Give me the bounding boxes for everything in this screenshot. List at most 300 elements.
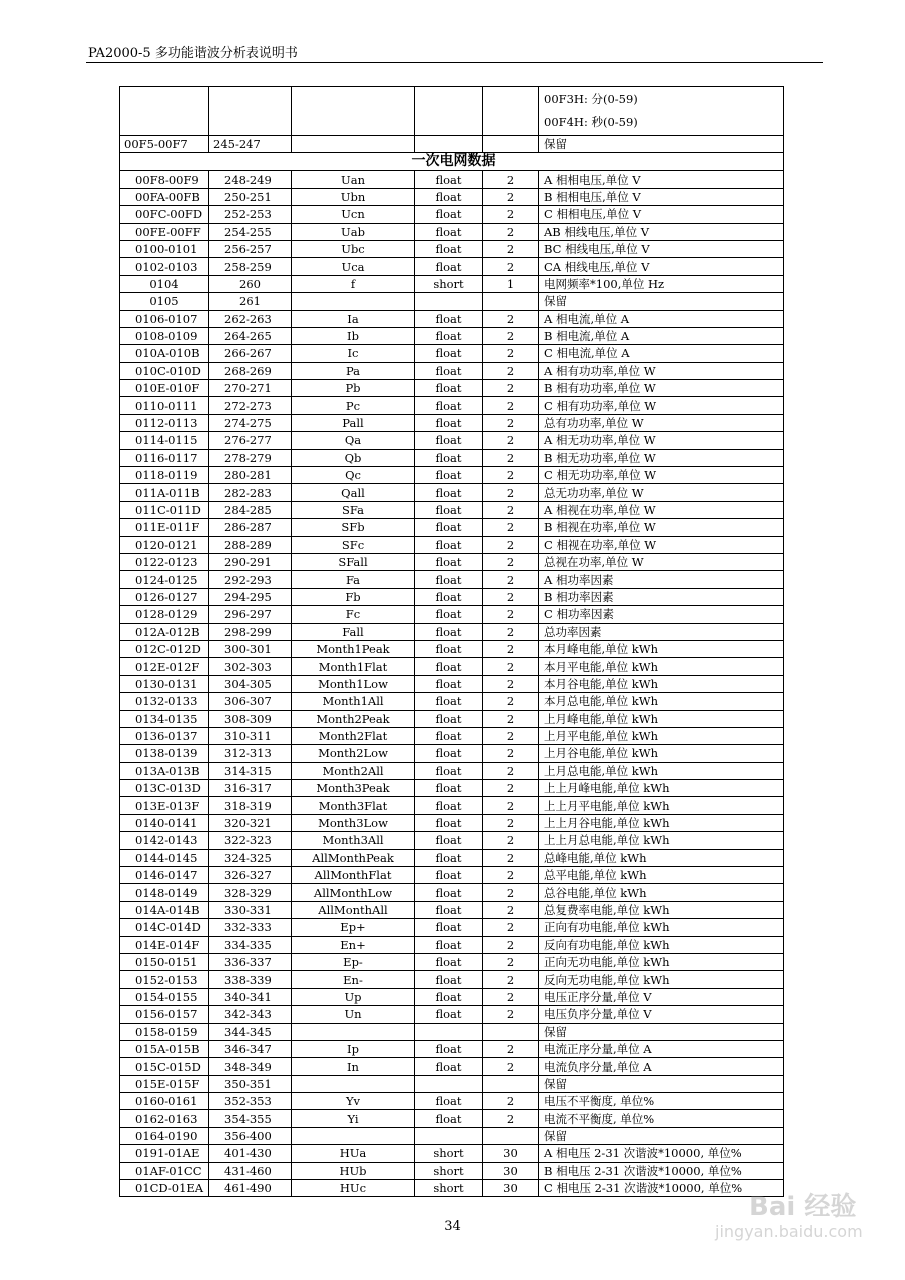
cell-length: 2 (483, 414, 539, 431)
table-row (120, 675, 784, 692)
cell-type (415, 293, 483, 310)
table-row (120, 345, 784, 362)
cell-length (483, 1023, 539, 1040)
table-row (120, 293, 784, 310)
cell-address: 0162-0163 (120, 1110, 209, 1127)
cell-name: Pall (292, 414, 415, 431)
cell-description: 保留 (539, 1075, 784, 1092)
cell-description: 反向无功电能,单位 kWh (539, 971, 784, 988)
document-header-title: PA2000-5 多功能谐波分析表说明书 (88, 46, 298, 61)
cell-decimal: 280-281 (209, 467, 292, 484)
cell-description: 电流不平衡度, 单位% (539, 1110, 784, 1127)
register-table (119, 86, 784, 1197)
cell-decimal: 258-259 (209, 258, 292, 275)
cell-address: 0154-0155 (120, 988, 209, 1005)
cell-address: 011C-011D (120, 501, 209, 518)
cell-address: 0105 (120, 293, 209, 310)
table-row (120, 536, 784, 553)
cell-decimal: 322-323 (209, 832, 292, 849)
cell-decimal: 350-351 (209, 1075, 292, 1092)
cell-decimal: 282-283 (209, 484, 292, 501)
cell-decimal: 260 (209, 275, 292, 292)
cell-decimal: 336-337 (209, 953, 292, 970)
cell-description: 保留 (539, 1023, 784, 1040)
table-row (120, 588, 784, 605)
cell-length: 2 (483, 832, 539, 849)
cell-name: Qa (292, 432, 415, 449)
cell-name: Month2Flat (292, 727, 415, 744)
cell-length: 1 (483, 275, 539, 292)
cell-address: 0120-0121 (120, 536, 209, 553)
cell-length: 2 (483, 971, 539, 988)
cell-type: float (415, 901, 483, 918)
table-row (120, 867, 784, 884)
table-row (120, 1110, 784, 1127)
cell-name: Month3Flat (292, 797, 415, 814)
cell-name: AllMonthFlat (292, 867, 415, 884)
table-row (120, 188, 784, 205)
cell-type: float (415, 745, 483, 762)
table-row (120, 432, 784, 449)
cell-name: Uca (292, 258, 415, 275)
cell-decimal: 330-331 (209, 901, 292, 918)
cell-type: float (415, 849, 483, 866)
cell-address: 0124-0125 (120, 571, 209, 588)
cell-name: AllMonthPeak (292, 849, 415, 866)
cell-decimal: 320-321 (209, 814, 292, 831)
watermark-url: jingyan.baidu.com (715, 1222, 863, 1241)
table-row (120, 519, 784, 536)
cell-address: 0156-0157 (120, 1006, 209, 1023)
cell-decimal: 324-325 (209, 849, 292, 866)
cell-address: 0112-0113 (120, 414, 209, 431)
cell-description: 反向有功电能,单位 kWh (539, 936, 784, 953)
cell-length: 2 (483, 780, 539, 797)
cell-type: float (415, 936, 483, 953)
cell-empty (292, 87, 415, 136)
cell-type: float (415, 553, 483, 570)
cell-description: A 相有功功率,单位 W (539, 362, 784, 379)
cell-type: float (415, 658, 483, 675)
cell-name (292, 1075, 415, 1092)
cell-empty (415, 136, 483, 153)
cell-type: float (415, 971, 483, 988)
cell-length: 2 (483, 380, 539, 397)
cell-name: HUb (292, 1162, 415, 1179)
cell-name: Month2All (292, 762, 415, 779)
cell-description: 上上月峰电能,单位 kWh (539, 780, 784, 797)
cell-name: Ucn (292, 206, 415, 223)
cell-description: 总视在功率,单位 W (539, 553, 784, 570)
cell-address: 0142-0143 (120, 832, 209, 849)
cell-decimal: 326-327 (209, 867, 292, 884)
section-title: 一次电网数据 (120, 153, 784, 171)
cell-type: float (415, 814, 483, 831)
cell-type: float (415, 988, 483, 1005)
table-row (120, 380, 784, 397)
cell-name: Month3Peak (292, 780, 415, 797)
cell-description: 电压负序分量,单位 V (539, 1006, 784, 1023)
cell-address: 0110-0111 (120, 397, 209, 414)
cell-name: Month1Flat (292, 658, 415, 675)
cell-type: float (415, 501, 483, 518)
cell-type: float (415, 536, 483, 553)
cell-address: 0102-0103 (120, 258, 209, 275)
table-row (120, 1023, 784, 1040)
cell-length: 2 (483, 901, 539, 918)
cell-name: Up (292, 988, 415, 1005)
table-row (120, 467, 784, 484)
table-row (120, 710, 784, 727)
cell-length: 2 (483, 814, 539, 831)
table-row-top-note (120, 87, 784, 136)
cell-type: float (415, 380, 483, 397)
cell-address: 0148-0149 (120, 884, 209, 901)
cell-length: 2 (483, 188, 539, 205)
cell-description: A 相电压 2-31 次谐波*10000, 单位% (539, 1145, 784, 1162)
cell-address: 0134-0135 (120, 710, 209, 727)
cell-name: Ib (292, 327, 415, 344)
cell-type: float (415, 414, 483, 431)
cell-address: 0138-0139 (120, 745, 209, 762)
cell-description: 上月谷电能,单位 kWh (539, 745, 784, 762)
cell-description: CA 相线电压,单位 V (539, 258, 784, 275)
cell-decimal: 314-315 (209, 762, 292, 779)
cell-length: 2 (483, 797, 539, 814)
table-row (120, 258, 784, 275)
cell-name: AllMonthAll (292, 901, 415, 918)
cell-length: 2 (483, 467, 539, 484)
cell-name: Yv (292, 1093, 415, 1110)
cell-decimal: 278-279 (209, 449, 292, 466)
cell-address: 0100-0101 (120, 240, 209, 257)
cell-length: 2 (483, 171, 539, 188)
cell-name: Month1Peak (292, 640, 415, 657)
cell-decimal: 352-353 (209, 1093, 292, 1110)
cell-address: 0130-0131 (120, 675, 209, 692)
cell-name: Month1All (292, 693, 415, 710)
cell-length: 2 (483, 449, 539, 466)
cell-description: B 相无功功率,单位 W (539, 449, 784, 466)
cell-address: 014E-014F (120, 936, 209, 953)
cell-address: 0136-0137 (120, 727, 209, 744)
cell-name: f (292, 275, 415, 292)
cell-decimal: 342-343 (209, 1006, 292, 1023)
cell-name: Month3All (292, 832, 415, 849)
cell-name: Un (292, 1006, 415, 1023)
cell-length: 2 (483, 553, 539, 570)
cell-decimal: 316-317 (209, 780, 292, 797)
cell-address: 0160-0161 (120, 1093, 209, 1110)
table-row (120, 1040, 784, 1057)
cell-description: 上月峰电能,单位 kWh (539, 710, 784, 727)
table-row (120, 988, 784, 1005)
cell-length: 2 (483, 745, 539, 762)
cell-address: 011A-011B (120, 484, 209, 501)
cell-description: 总谷电能,单位 kWh (539, 884, 784, 901)
cell-length: 2 (483, 884, 539, 901)
cell-type: float (415, 467, 483, 484)
cell-address: 0158-0159 (120, 1023, 209, 1040)
cell-decimal: 328-329 (209, 884, 292, 901)
cell-name: Ubn (292, 188, 415, 205)
cell-description: 电流负序分量,单位 A (539, 1058, 784, 1075)
cell-type (415, 1127, 483, 1144)
cell-description: B 相功率因素 (539, 588, 784, 605)
cell-type: float (415, 362, 483, 379)
cell-type: float (415, 1058, 483, 1075)
cell-description: 上上月平电能,单位 kWh (539, 797, 784, 814)
cell-decimal: 308-309 (209, 710, 292, 727)
cell-decimal: 276-277 (209, 432, 292, 449)
cell-name: Ep- (292, 953, 415, 970)
table-row (120, 1145, 784, 1162)
cell-type: float (415, 171, 483, 188)
cell-address: 00FE-00FF (120, 223, 209, 240)
cell-decimal: 284-285 (209, 501, 292, 518)
cell-type: float (415, 832, 483, 849)
note-line-minute: 00F3H: 分(0-59) (544, 92, 638, 106)
cell-description: 上月总电能,单位 kWh (539, 762, 784, 779)
cell-description: 本月谷电能,单位 kWh (539, 675, 784, 692)
cell-name: Ip (292, 1040, 415, 1057)
cell-type: float (415, 484, 483, 501)
cell-address: 013A-013B (120, 762, 209, 779)
cell-length: 2 (483, 484, 539, 501)
cell-decimal: 296-297 (209, 606, 292, 623)
cell-decimal: 290-291 (209, 553, 292, 570)
cell-name: Month2Low (292, 745, 415, 762)
cell-empty (483, 87, 539, 136)
cell-type: float (415, 397, 483, 414)
cell-decimal: 254-255 (209, 223, 292, 240)
cell-name: Ic (292, 345, 415, 362)
table-row (120, 1006, 784, 1023)
cell-address: 013C-013D (120, 780, 209, 797)
cell-address: 014A-014B (120, 901, 209, 918)
cell-type: float (415, 919, 483, 936)
cell-description: BC 相线电压,单位 V (539, 240, 784, 257)
cell-length: 30 (483, 1180, 539, 1197)
cell-address: 0126-0127 (120, 588, 209, 605)
cell-decimal: 272-273 (209, 397, 292, 414)
cell-description: A 相功率因素 (539, 571, 784, 588)
table-row (120, 727, 784, 744)
cell-length: 30 (483, 1145, 539, 1162)
cell-description: 总无功功率,单位 W (539, 484, 784, 501)
baidu-jingyan-watermark (709, 1186, 879, 1250)
cell-address: 0132-0133 (120, 693, 209, 710)
cell-decimal: 356-400 (209, 1127, 292, 1144)
cell-address: 0122-0123 (120, 553, 209, 570)
cell-address: 013E-013F (120, 797, 209, 814)
cell-description: 电流正序分量,单位 A (539, 1040, 784, 1057)
cell-length: 2 (483, 710, 539, 727)
cell-description: 总平电能,单位 kWh (539, 867, 784, 884)
cell-length: 30 (483, 1162, 539, 1179)
cell-description: A 相视在功率,单位 W (539, 501, 784, 518)
cell-name: Month1Low (292, 675, 415, 692)
table-row (120, 501, 784, 518)
cell-name: Pb (292, 380, 415, 397)
table-row (120, 884, 784, 901)
cell-name: Fall (292, 623, 415, 640)
cell-name: Qall (292, 484, 415, 501)
cell-decimal: 270-271 (209, 380, 292, 397)
cell-description: A 相电流,单位 A (539, 310, 784, 327)
cell-decimal: 348-349 (209, 1058, 292, 1075)
cell-type: float (415, 588, 483, 605)
cell-decimal: 288-289 (209, 536, 292, 553)
cell-length: 2 (483, 953, 539, 970)
cell-length: 2 (483, 849, 539, 866)
cell-name: SFb (292, 519, 415, 536)
note-line-second: 00F4H: 秒(0-59) (544, 115, 638, 129)
table-row (120, 919, 784, 936)
cell-length: 2 (483, 206, 539, 223)
cell-name (292, 293, 415, 310)
cell-name: Fb (292, 588, 415, 605)
cell-description: A 相相电压,单位 V (539, 171, 784, 188)
cell-length: 2 (483, 1110, 539, 1127)
cell-type: float (415, 432, 483, 449)
cell-description: A 相无功功率,单位 W (539, 432, 784, 449)
table-row (120, 640, 784, 657)
cell-description: AB 相线电压,单位 V (539, 223, 784, 240)
cell-empty (292, 136, 415, 153)
cell-empty (120, 87, 209, 136)
cell-description: C 相相电压,单位 V (539, 206, 784, 223)
table-row-reserved (120, 136, 784, 153)
cell-type: float (415, 345, 483, 362)
cell-type: float (415, 780, 483, 797)
cell-name: En+ (292, 936, 415, 953)
cell-length: 2 (483, 223, 539, 240)
cell-decimal: 252-253 (209, 206, 292, 223)
cell-address: 010A-010B (120, 345, 209, 362)
cell-address: 015E-015F (120, 1075, 209, 1092)
cell-description: 本月总电能,单位 kWh (539, 693, 784, 710)
cell-type: float (415, 953, 483, 970)
cell-length: 2 (483, 867, 539, 884)
table-row (120, 953, 784, 970)
table-row (120, 571, 784, 588)
cell-name: Fc (292, 606, 415, 623)
table-row (120, 553, 784, 570)
cell-decimal: 286-287 (209, 519, 292, 536)
table-row (120, 362, 784, 379)
cell-type: float (415, 1040, 483, 1057)
cell-decimal: 318-319 (209, 797, 292, 814)
cell-name: SFc (292, 536, 415, 553)
cell-type: short (415, 1180, 483, 1197)
cell-type: float (415, 310, 483, 327)
cell-type: float (415, 1006, 483, 1023)
cell-length: 2 (483, 606, 539, 623)
cell-length (483, 293, 539, 310)
cell-length: 2 (483, 519, 539, 536)
cell-type: float (415, 240, 483, 257)
cell-name: Pa (292, 362, 415, 379)
table-row (120, 414, 784, 431)
cell-description: C 相电流,单位 A (539, 345, 784, 362)
table-row (120, 797, 784, 814)
cell-decimal: 354-355 (209, 1110, 292, 1127)
cell-name: Fa (292, 571, 415, 588)
cell-address: 0164-0190 (120, 1127, 209, 1144)
cell-type: float (415, 675, 483, 692)
cell-description: B 相视在功率,单位 W (539, 519, 784, 536)
cell-decimal: 261 (209, 293, 292, 310)
cell-length: 2 (483, 693, 539, 710)
cell-empty (483, 136, 539, 153)
table-row (120, 275, 784, 292)
cell-description: 上月平电能,单位 kWh (539, 727, 784, 744)
cell-type: short (415, 1162, 483, 1179)
cell-length: 2 (483, 675, 539, 692)
cell-address: 012A-012B (120, 623, 209, 640)
table-row (120, 936, 784, 953)
cell-length: 2 (483, 919, 539, 936)
cell-length: 2 (483, 258, 539, 275)
cell-address: 010C-010D (120, 362, 209, 379)
cell-decimal: 248-249 (209, 171, 292, 188)
table-row (120, 606, 784, 623)
cell-description: 本月平电能,单位 kWh (539, 658, 784, 675)
cell-length: 2 (483, 1093, 539, 1110)
cell-decimal: 431-460 (209, 1162, 292, 1179)
cell-address: 0150-0151 (120, 953, 209, 970)
cell-description: 正向有功电能,单位 kWh (539, 919, 784, 936)
cell-type: float (415, 188, 483, 205)
cell-type: float (415, 797, 483, 814)
cell-address: 00F5-00F7 (120, 136, 209, 153)
page-number: 34 (444, 1219, 461, 1234)
cell-decimal: 262-263 (209, 310, 292, 327)
cell-address: 00F8-00F9 (120, 171, 209, 188)
cell-decimal: 298-299 (209, 623, 292, 640)
cell-description: C 相有功功率,单位 W (539, 397, 784, 414)
cell-name: SFall (292, 553, 415, 570)
cell-length: 2 (483, 345, 539, 362)
cell-address: 0146-0147 (120, 867, 209, 884)
cell-decimal: 334-335 (209, 936, 292, 953)
table-row (120, 901, 784, 918)
cell-decimal: 292-293 (209, 571, 292, 588)
cell-length: 2 (483, 640, 539, 657)
cell-length: 2 (483, 327, 539, 344)
table-row (120, 693, 784, 710)
cell-length: 2 (483, 397, 539, 414)
section-row (120, 153, 784, 171)
cell-length: 2 (483, 762, 539, 779)
table-row (120, 449, 784, 466)
cell-decimal: 332-333 (209, 919, 292, 936)
cell-description: C 相无功功率,单位 W (539, 467, 784, 484)
cell-description: 总功率因素 (539, 623, 784, 640)
cell-description: 电压不平衡度, 单位% (539, 1093, 784, 1110)
cell-type: short (415, 275, 483, 292)
cell-address: 00FC-00FD (120, 206, 209, 223)
table-row (120, 849, 784, 866)
cell-description: 保留 (539, 293, 784, 310)
cell-address: 0191-01AE (120, 1145, 209, 1162)
cell-address: 0118-0119 (120, 467, 209, 484)
cell-type: float (415, 571, 483, 588)
cell-empty (415, 87, 483, 136)
cell-decimal: 304-305 (209, 675, 292, 692)
cell-decimal: 310-311 (209, 727, 292, 744)
